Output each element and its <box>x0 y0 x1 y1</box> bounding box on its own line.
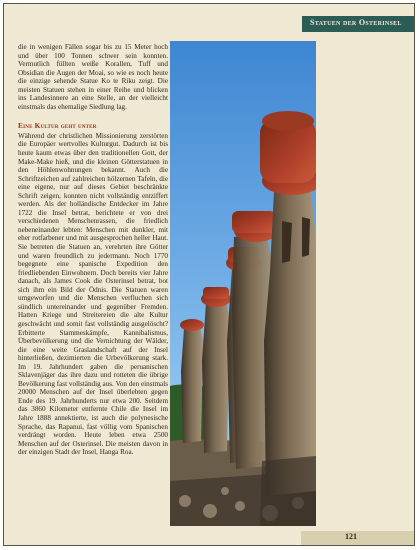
intro-paragraph: die in wenigen Fällen sogar bis zu 15 Meter hoch und über 100 Tonnen schwer sein konnten. Vermutlich füllten weiße Korallen, Tuff und Obsidian die Augen der Moai, so wie es noch heute die einzige sehende Statue Ko te Riku zeigt. Die meisten Statuen stehen in einer Reihe und blicken ins Landesinnere an eine Stelle, an der vielleicht einstmals das ehemalige Siedlung lag. <box>18 43 168 111</box>
page-number-bar <box>301 531 414 545</box>
section-paragraph: Während der christlichen Missionierung zerstörten die Europäer wertvolles Kulturgut. Dadurch ist bis heute kaum etwas über den traditionellen Gott, der Make-Make hieß, und die kleinen Götterstatuen in den Höhlenwohnungen bekannt. Auch die Schriftzeichen auf zahlreichen hölzernen Tafeln, die eine eigene, nur auf dieses Gebiet beschränkte Schrift zeigen, konnten nicht vollständig entziffert werden. Als der holländische Entdecker im Jahre 1722 die Insel betrat, berichtete er von drei verschiedenen Menschenrassen, die friedlich nebeneinander lebten: Menschen mit dunkler, mit eher rotfarbener und mit ausgesprochen heller Haut. Sie betreten die Statuen an, verehrten ihre Götter und waren freundlich zu jedermann. Noch 1770 begegnete eine spanische Expedition den friedliebenden Einwohnern. Doch bereits vier Jahre danach, als James Cook die Osterinsel betrat, bot sich ihm ein Bild der Ödnis. Die Statuen waren umgeworfen und die Menschen verfluchen sich sündlich untereinander und gegenüber Fremden. Hatten Kriege und Streitereien die alte Kultur geschwächt und somit fast vollständig ausgelöscht? Erbitterte Stammeskämpfe, Kannibalismus, Überbevölkerung und die Vernichtung der Wälder, die eine weite Graslandschaft auf der Insel hinterließen, dezimierten die Urbevölkerung stark. Im 19. Jahrhundert gaben die peruanischen Sklavenjäger das ihre dazu und rotteten die übrige Bevölkerung fast vollständig aus. Von den einstmals 20000 Menschen auf der Insel überlebten gegen Ende des 19. Jahrhunderts nur etwa 200. Seitdem das 3860 Kilometer entfernte Chile die Insel im Jahre 1888 annektierte, ist auch die polynesische Sprache, das Rapanui, fast völlig vom Spanischen verdrängt worden. Heute leben etwa 2500 Menschen auf der Osterinsel. Die meisten davon in der einzigen Stadt der Insel, Hanga Roa. <box>18 131 168 457</box>
running-header-title: Statuen der Osterinsel <box>310 18 402 27</box>
moai-statues-photo <box>170 41 316 526</box>
book-page <box>3 3 415 546</box>
page-number: 121 <box>345 532 357 541</box>
body-text-column <box>18 43 168 457</box>
section-heading: Eine Kultur geht unter <box>18 121 97 131</box>
